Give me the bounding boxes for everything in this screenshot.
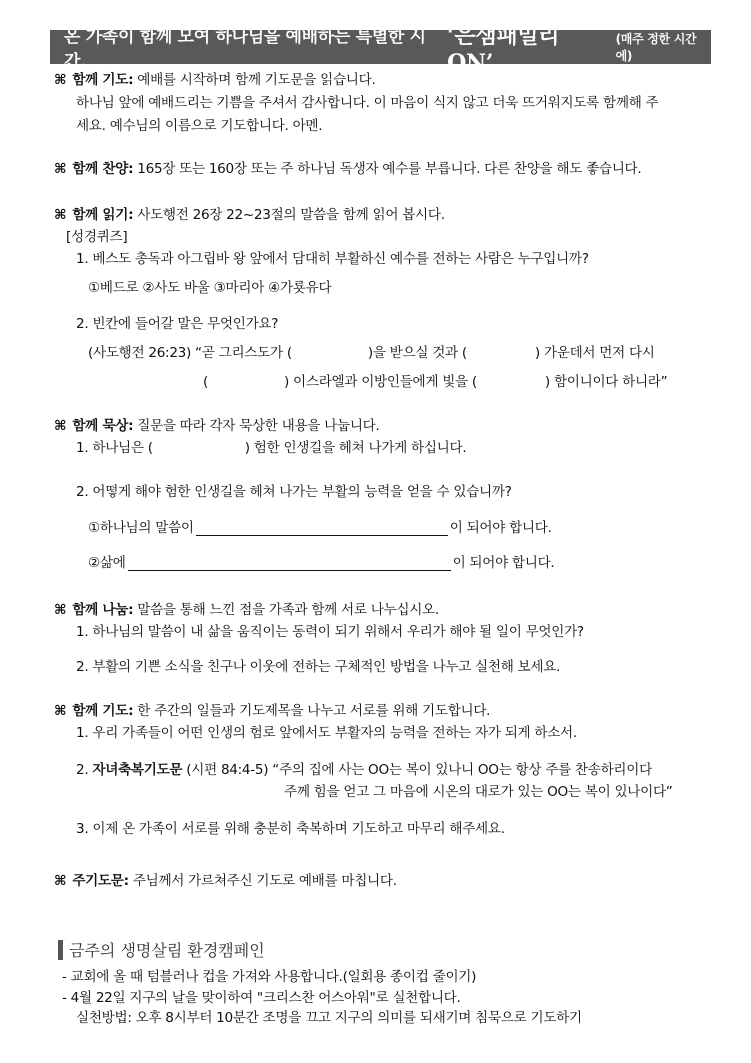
verse-part: ) 가운데서 먼저 다시 <box>534 345 655 361</box>
section-meditation <box>54 414 380 434</box>
quiz-question: 1. 베스도 총독과 아그립바 왕 앞에서 담대히 부활하신 예수를 전하는 사람은 누구입니까? <box>76 251 589 267</box>
header-title: 온 가족이 함께 모여 하나님을 예배하는 특별한 시간, <box>64 27 426 72</box>
campaign-title: 금주의 생명살림 환경캠페인 <box>69 941 265 960</box>
blessing-prayer-line: 주께 힘을 얻고 그 마음에 시온의 대로가 있는 OO는 복이 있나이다” <box>284 784 673 800</box>
campaign-item: - 4월 22일 지구의 날을 맞이하여 "크리스찬 어스아워"로 실천합니다. <box>62 990 461 1006</box>
prayer-text-line: 하나님 앞에 예배드리는 기쁨을 주셔서 감사합니다. 이 마음이 식지 않고 더욱 뜨거워지도록 함께해 주 <box>76 95 659 111</box>
answer-prefix: ①하나님의 말씀이 <box>88 520 194 536</box>
section-title: 함께 찬양: <box>72 161 134 177</box>
campaign-item: - 교회에 올 때 텀블러나 컵을 가져와 사용합니다.(일회용 종이컵 줄이기) <box>62 969 477 985</box>
section-text: 165장 또는 160장 또는 주 하나님 독생자 예수를 부릅니다. 다른 찬양을 해도 좋습니다. <box>137 161 642 177</box>
heading-bar <box>58 940 63 960</box>
meditation-question: 2. 어떻게 해야 험한 인생길을 헤쳐 나가는 부활의 능력을 얻을 수 있습니까? <box>76 484 512 500</box>
section-text: 말씀을 통해 느낀 점을 가족과 함께 서로 나누십시오. <box>137 602 439 618</box>
header-note: (매주 정한 시간에) <box>615 32 697 63</box>
verse-part: (사도행전 26:23) “곧 그리스도가 ( <box>88 345 292 361</box>
section-text: 사도행전 26장 22~23절의 말씀을 함께 읽어 봅시다. <box>137 207 445 223</box>
fill-in-blank[interactable] <box>196 521 448 536</box>
section-title: 주기도문: <box>72 873 129 889</box>
section-title: 함께 기도: <box>72 72 134 88</box>
quiz-verse-line <box>203 370 667 390</box>
page-header <box>50 22 711 76</box>
meditation-question <box>76 436 466 456</box>
section-opening-prayer <box>54 68 376 88</box>
header-brand: ‘은샘패밀리 ON’ <box>447 22 560 76</box>
sharing-question: 2. 부활의 기쁜 소식을 친구나 이웃에 전하는 구체적인 방법을 나누고 실천해 보세요. <box>76 659 561 675</box>
blessing-prayer-text: (시편 84:4-5) “주의 집에 사는 OO는 복이 있나니 OO는 항상 주를 찬송하리이다 <box>186 762 652 778</box>
fill-in-blank[interactable] <box>128 556 451 571</box>
section-text: 주님께서 가르쳐주신 기도로 예배를 마칩니다. <box>132 873 397 889</box>
section-intro: 예배를 시작하며 함께 기도문을 읽습니다. <box>137 72 376 88</box>
answer-line <box>88 516 552 536</box>
section-symbol: ⌘ <box>54 161 67 177</box>
section-title: 함께 묵상: <box>72 418 134 434</box>
section-symbol: ⌘ <box>54 72 67 88</box>
section-title: 함께 기도: <box>72 703 134 719</box>
section-symbol: ⌘ <box>54 602 67 618</box>
verse-part: ( <box>203 374 209 390</box>
section-title: 함께 나눔: <box>72 602 134 618</box>
prayer-text-line: 세요. 예수님의 이름으로 기도합니다. 아멘. <box>76 118 323 134</box>
section-symbol: ⌘ <box>54 418 67 434</box>
section-lords-prayer <box>54 869 397 889</box>
question-part: 1. 하나님은 ( <box>76 440 153 456</box>
verse-part: )을 받으실 것과 ( <box>367 345 467 361</box>
campaign-heading <box>58 938 265 961</box>
prayer-item-number: 2. <box>76 762 89 778</box>
quiz-options: ①베드로 ②사도 바울 ③마리아 ④가룟유다 <box>88 280 332 296</box>
section-text: 한 주간의 일들과 기도제목을 나누고 서로를 위해 기도합니다. <box>137 703 491 719</box>
answer-suffix: 이 되어야 합니다. <box>449 520 552 536</box>
section-title: 함께 읽기: <box>72 207 134 223</box>
section-closing-prayer <box>54 699 490 719</box>
blessing-prayer-label: 자녀축복기도문 <box>92 762 183 778</box>
prayer-item <box>76 758 652 778</box>
answer-suffix: 이 되어야 합니다. <box>452 555 555 571</box>
section-symbol: ⌘ <box>54 703 67 719</box>
answer-line <box>88 551 554 571</box>
answer-prefix: ②삶에 <box>88 555 126 571</box>
section-hymn <box>54 157 641 177</box>
section-reading <box>54 203 445 223</box>
section-symbol: ⌘ <box>54 207 67 223</box>
section-symbol: ⌘ <box>54 873 67 889</box>
prayer-item: 1. 우리 가족들이 어떤 인생의 험로 앞에서도 부활자의 능력을 전하는 자가 되게 하소서. <box>76 725 577 741</box>
verse-part: ) 함이니이다 하니라” <box>544 374 668 390</box>
section-text: 질문을 따라 각자 묵상한 내용을 나눕니다. <box>137 418 380 434</box>
verse-part: ) 이스라엘과 이방인들에게 빛을 ( <box>284 374 477 390</box>
sharing-question: 1. 하나님의 말씀이 내 삶을 움직이는 동력이 되기 위해서 우리가 해야 될 일이 무엇인가? <box>76 624 584 640</box>
prayer-item: 3. 이제 온 가족이 서로를 위해 충분히 축복하며 기도하고 마무리 해주세요. <box>76 821 505 837</box>
quiz-question: 2. 빈칸에 들어갈 말은 무엇인가요? <box>76 316 279 332</box>
quiz-label: [성경퀴즈] <box>66 229 128 245</box>
quiz-verse-line <box>88 341 655 361</box>
question-part: ) 험한 인생길을 헤쳐 나가게 하십니다. <box>244 440 467 456</box>
section-sharing <box>54 598 439 618</box>
campaign-item: 실천방법: 오후 8시부터 10분간 조명을 끄고 지구의 의미를 되새기며 침묵으로 기도하기 <box>76 1010 582 1026</box>
